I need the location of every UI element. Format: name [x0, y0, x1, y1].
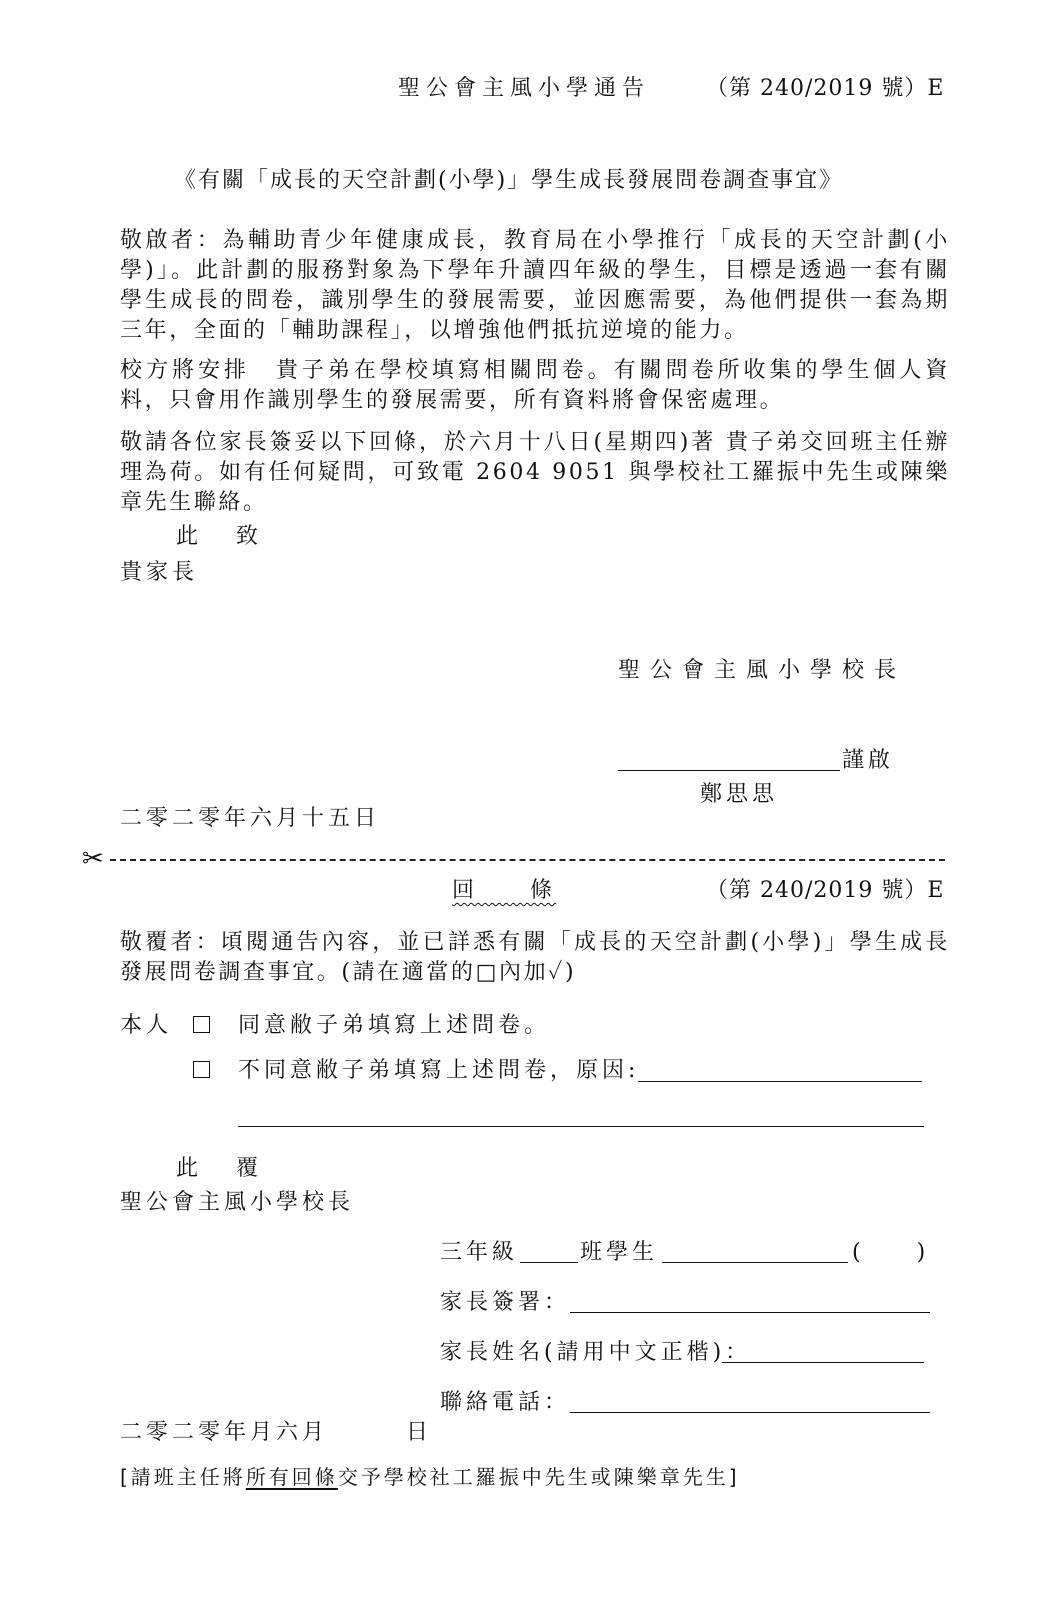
- disagree-checkbox[interactable]: [193, 1061, 210, 1080]
- principal-name: 鄭思思: [700, 782, 779, 807]
- parent-signature-field[interactable]: [570, 1312, 930, 1313]
- disagree-text: 不同意敝子弟填寫上述問卷，原因:: [238, 1058, 640, 1083]
- principal-title: 聖公會主風小學校長: [618, 658, 907, 683]
- signature-line: [618, 770, 840, 771]
- teacher-note-start: [請班主任將: [120, 1465, 246, 1489]
- notice-subject: 《有關「成長的天空計劃(小學)」學生成長發展問卷調查事宜》: [174, 168, 844, 193]
- teacher-note: [120, 1462, 740, 1492]
- agree-text: 同意敝子弟填寫上述問卷。: [238, 1013, 551, 1038]
- reply-number: （第 240/2019 號）E: [706, 878, 945, 903]
- grade-label: 三年級: [440, 1240, 519, 1265]
- reply-date: 二零二零年月六月 日: [120, 1420, 433, 1445]
- phone-field[interactable]: [570, 1412, 930, 1413]
- scissors-icon: ✂: [82, 844, 104, 874]
- class-number-field[interactable]: ( ): [852, 1240, 930, 1265]
- notice-paragraph-3: 敬請各位家長簽妥以下回條，於六月十八日(星期四)著 貴子弟交回班主任辦理為荷。如有任何疑問，可致電 2604 9051 與學校社工羅振中先生或陳樂章先生聯絡。: [120, 430, 950, 515]
- cut-line: [110, 859, 945, 861]
- notice-number: （第 240/2019 號）E: [706, 76, 945, 101]
- class-field[interactable]: [520, 1262, 578, 1263]
- salutation-line-1: 此 致: [176, 524, 267, 549]
- class-label: 班學生: [580, 1240, 659, 1265]
- parent-signature-label: 家長簽署：: [440, 1290, 571, 1315]
- notice-paragraph-2: 校方將安排 貴子弟在學校填寫相關問卷。有關問卷所收集的學生個人資料，只會用作識別學生的發展需要，所有資料將會保密處理。: [120, 358, 950, 413]
- closing-line-2: 聖公會主風小學校長: [120, 1190, 355, 1215]
- parent-name-field[interactable]: [722, 1362, 924, 1363]
- closing-line-1: 此 覆: [176, 1156, 267, 1181]
- reason-line-1[interactable]: [638, 1081, 922, 1082]
- notice-paragraph-1: 敬啟者：為輔助青少年健康成長，教育局在小學推行「成長的天空計劃(小學)」。此計劃的服務對象為下學年升讀四年級的學生，目標是透過一套有關學生成長的問卷，識別學生的發展需要，並因應需要，為他們提供一套為期三年，全面的「輔助課程」，以增強他們抵抗逆境的能力。: [120, 228, 950, 343]
- phone-label: 聯絡電話：: [440, 1390, 571, 1415]
- self-label: 本人: [120, 1013, 173, 1038]
- teacher-note-underlined: 所有回條: [245, 1465, 338, 1489]
- student-name-field[interactable]: [662, 1262, 848, 1263]
- reply-intro: 敬覆者：頃閱通告內容，並已詳悉有關「成長的天空計劃(小學)」學生成長發展問卷調查事宜。(請在適當的□內加✓): [120, 930, 950, 985]
- agree-checkbox[interactable]: [193, 1016, 210, 1035]
- reason-line-2[interactable]: [238, 1126, 924, 1127]
- reply-title: 回 條: [452, 878, 557, 903]
- salutation-line-2: 貴家長: [120, 560, 199, 585]
- respectfully-text: 謹啟: [842, 748, 895, 773]
- teacher-note-end: 交予學校社工羅振中先生或陳樂章先生]: [337, 1465, 740, 1489]
- notice-title: 聖公會主風小學通告: [398, 76, 651, 101]
- parent-name-label: 家長姓名(請用中文正楷)：: [440, 1340, 752, 1365]
- notice-date: 二零二零年六月十五日: [120, 806, 381, 831]
